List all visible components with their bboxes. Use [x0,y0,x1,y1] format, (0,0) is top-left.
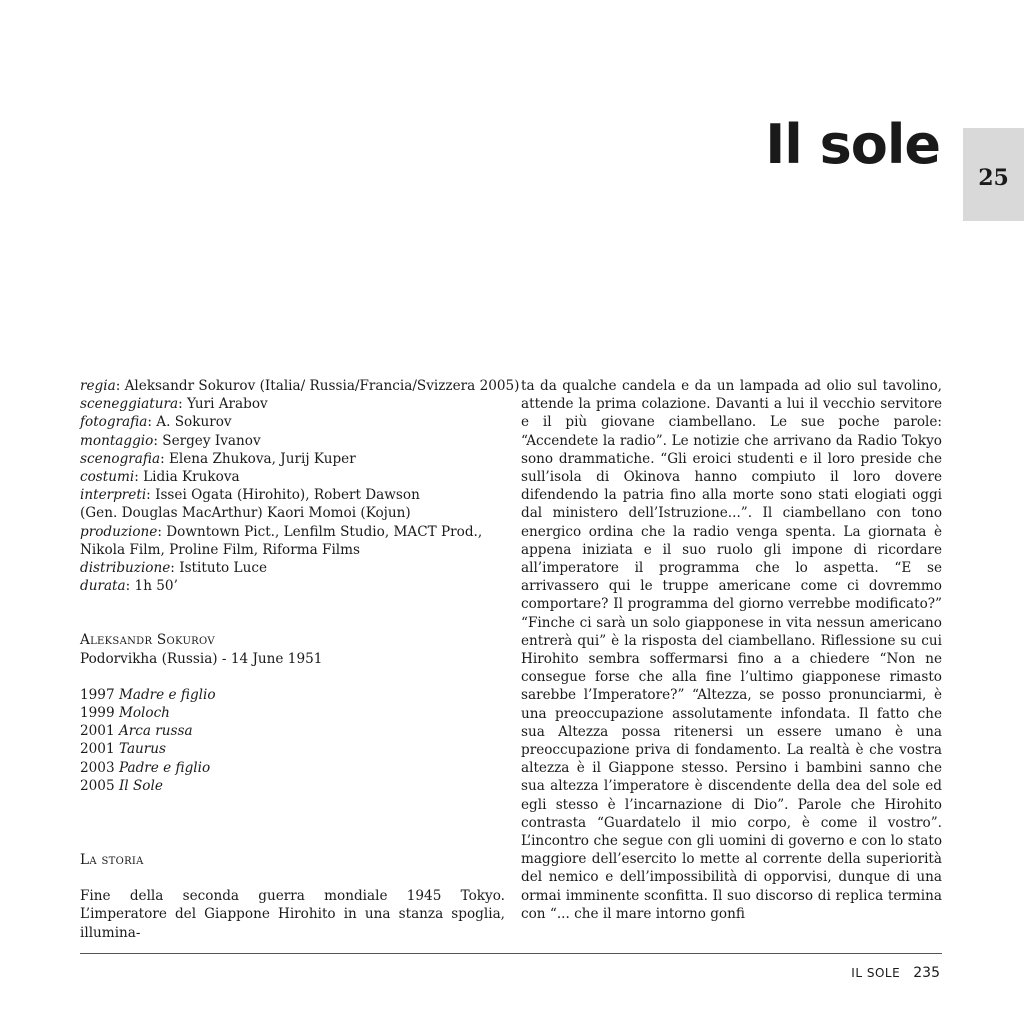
filmography-item: 2003 Padre e figlio [80,759,211,776]
director-birth: Podorvikha (Russia) - 14 June 1951 [80,650,323,667]
credit-line-continuation: Nikola Film, Proline Film, Riforma Films [80,541,361,558]
filmography-item: 2001 Arca russa [80,723,193,740]
page-number: 235 [913,965,940,981]
director-block [80,631,505,667]
credit-line: costumi: Lidia Krukova [80,469,240,486]
filmography-item: 1999 Moloch [80,705,170,722]
filmography-list [80,686,505,795]
filmography-item: 2001 Taurus [80,741,167,758]
director-heading: Aleksandr Sokurov [80,632,215,649]
credit-line: regia: Aleksandr Sokurov (Italia/ Russia/Francia/Svizzera 2005) [80,378,520,394]
chapter-number-tab: 25 [963,128,1024,221]
right-column [521,377,942,923]
filmography-item: 2005 Il Sole [80,777,163,794]
page-footer [851,962,940,981]
page-title: Il sole [765,113,940,176]
credit-line-continuation: (Gen. Douglas MacArthur) Kaori Momoi (Kojun) [80,505,411,522]
credit-line: sceneggiatura: Yuri Arabov [80,396,268,413]
left-column [80,377,520,942]
credit-line: durata: 1h 50’ [80,578,178,595]
credit-line: produzione: Downtown Pict., Lenfilm Studio, MACT Prod., [80,523,483,540]
credit-line: scenografia: Elena Zhukova, Jurij Kuper [80,450,356,467]
credit-line: distribuzione: Istituto Luce [80,560,267,577]
credit-line: montaggio: Sergey Ivanov [80,432,261,449]
credit-line: fotografia: A. Sokurov [80,414,232,431]
credits-block [80,377,520,595]
credit-line: interpreti: Issei Ogata (Hirohito), Robert Dawson [80,487,420,504]
running-title: IL SOLE [851,966,901,980]
story-text-left: Fine della seconda guerra mondiale 1945 Tokyo. L’imperatore del Giappone Hirohito in una stanza spoglia, illumina- [80,888,505,941]
story-heading: La storia [80,852,144,869]
story-text-right: ta da qualche candela e da un lampada ad olio sul tavolino, attende la prima colazione. Davanti a lui il vecchio servitore e il più giovane ciambellano. Le sue poche parole: “Accendete la radio”. Le notizie che arrivano da Radio Tokyo sono drammatiche. “Gli eroici studenti e il loro preside che sull’isola di Okinova hanno compiuto il loro dovere difendendo la patria fino alla morte sono stati elogiati oggi dal ministero dell’Istruzione...”. Il ciambellano con tono energico ordina che la radio venga spenta. La giornata è appena iniziata e il suo ruolo gli impone di ricordare all’imperatore il programma che lo aspetta. “E se arrivassero qui le truppe americane come ci dovremmo comportare? Il programma del giorno verrebbe modificato?” “Finche ci sarà un solo giapponese in vita nessun americano entrerà qui” è la risposta del ciambellano. Riflessione su cui Hirohito sembra soffermarsi fino a a chiedere “Non ne consegue forse che alla fine l’ultimo giapponese rimasto sarebbe l’Imperatore?” “Altezza, se posso pronunciarmi, è una preoccupazione assolutamente infondata. Il fatto che sua Altezza possa ritenersi un essere umano è una preoccupazione priva di fondamento. La realtà è che vostra altezza è il Giappone stesso. Persino i bambini sanno che sua altezza l’imperatore è discendente della dea del sole ed egli stesso è l’incarnazione di Dio”. Parole che Hirohito contrasta “Guardatelo il mio corpo, è come il vostro”. L’incontro che segue con gli uomini di governo e con lo stato maggiore dell’esercito lo mette al corrente della superiorità del nemico e dell’impossibilità di opporvisi, dunque di una ormai imminente sconfitta. Il suo discorso di replica termina con “... che il mare intorno gonfi [521,378,942,922]
footer-divider [80,953,942,954]
filmography-item: 1997 Madre e figlio [80,686,216,703]
